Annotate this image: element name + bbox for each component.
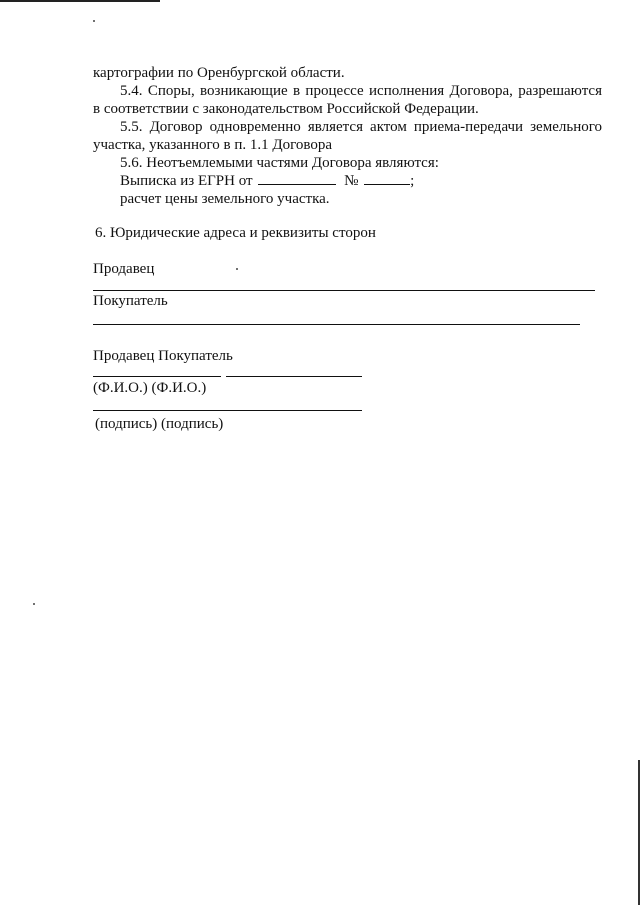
buyer-label: Покупатель xyxy=(93,293,168,309)
price-calculation-line: расчет цены земельного участка. xyxy=(120,191,330,207)
fio-rule-seller xyxy=(93,376,221,377)
scan-speck xyxy=(33,603,35,605)
clause-5-4: 5.4. Споры, возникающие в процессе исполнения Договора, разрешаются xyxy=(120,83,602,99)
clause-5-4-continuation: в соответствии с законодательством Российской Федерации. xyxy=(93,101,479,117)
fio-label: (Ф.И.О.) (Ф.И.О.) xyxy=(93,380,207,396)
semicolon: ; xyxy=(410,173,415,189)
egrn-number-blank xyxy=(364,172,410,185)
number-sign: № xyxy=(344,173,359,189)
clause-5-5: 5.5. Договор одновременно является актом приема-передачи земельного xyxy=(120,119,602,135)
egrn-date-blank xyxy=(258,172,336,185)
clause-5-6: 5.6. Неотъемлемыми частями Договора являются: xyxy=(120,155,439,171)
text-line-cartography: картографии по Оренбургской области. xyxy=(93,65,345,81)
scan-speck xyxy=(93,20,95,22)
egrn-extract-line xyxy=(120,172,414,190)
fio-rule-buyer xyxy=(226,376,362,377)
scan-speck xyxy=(236,268,238,270)
seller-details-rule xyxy=(93,290,595,291)
section-6-title: 6. Юридические адреса и реквизиты сторон xyxy=(95,225,376,241)
scan-border-line xyxy=(0,0,160,2)
signature-rule xyxy=(93,410,362,411)
egrn-extract-label: Выписка из ЕГРН от xyxy=(120,173,253,189)
buyer-details-rule xyxy=(93,324,580,325)
clause-5-5-continuation: участка, указанного в п. 1.1 Договора xyxy=(93,137,333,153)
signature-label: (подпись) (подпись) xyxy=(95,416,224,432)
signatures-header: Продавец Покупатель xyxy=(93,348,233,364)
seller-label: Продавец xyxy=(93,261,155,277)
